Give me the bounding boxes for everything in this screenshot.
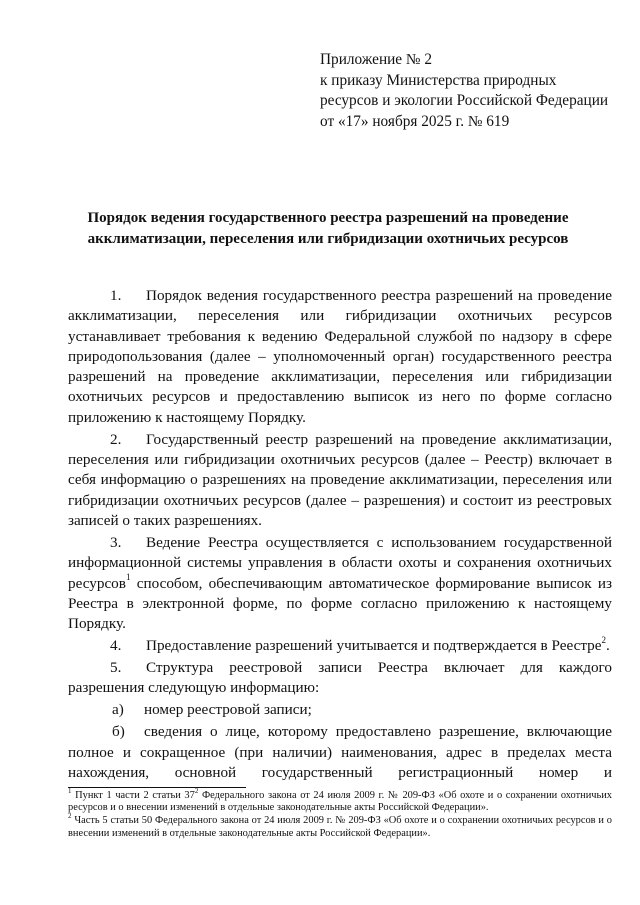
footnote-1 xyxy=(68,786,612,814)
title-line: акклиматизации, переселения или гибридизации охотничьих ресурсов xyxy=(87,231,569,247)
footnote-marker: 2 xyxy=(601,635,606,646)
title-line: Порядок ведения государственного реестра разрешений на проведение xyxy=(87,210,569,226)
paragraph-number: 5. xyxy=(110,659,122,677)
paragraph-1 xyxy=(68,286,612,428)
paragraph-2 xyxy=(68,430,612,531)
appendix-line: ресурсов и экологии Российской Федерации xyxy=(320,92,609,109)
document-title xyxy=(60,208,596,250)
paragraph-number: 1. xyxy=(110,287,122,304)
paragraph-text: Государственный реестр разрешений на проведение акклиматизации, переселения или гибридизации охотничьих ресурсов (далее – Реестр) включает в себя информацию о разрешениях на проведение акклиматизации, переселения или гибридизации охотничьих ресурсов (далее – разрешения) и состоит из реестровых записей о таких разрешениях. xyxy=(68,430,612,529)
appendix-date: от «17» ноября 2025 г. № 619 xyxy=(320,112,510,130)
paragraph-4 xyxy=(68,636,612,656)
footnote-text: Пункт 1 части 2 статьи 37 xyxy=(71,790,195,801)
paragraph-3 xyxy=(68,533,612,634)
document-body xyxy=(68,286,612,785)
footnote-text: Федерального закона от 24 июля 2009 г. № 209-ФЗ «Об охоте и о сохранении охотничьих ресурсов и о внесении изменений в отдельные законодательные акты Российской Федерации». xyxy=(68,790,612,814)
subitem-label: б) xyxy=(112,723,125,741)
subitem-label: а) xyxy=(112,701,124,719)
subitem-text: номер реестровой записи; xyxy=(144,701,312,719)
footnote-2 xyxy=(68,811,612,839)
paragraph-number: 2. xyxy=(110,430,122,448)
footnote-divider xyxy=(68,787,246,788)
footnote-number: 1 xyxy=(68,786,72,795)
appendix-line: к приказу Министерства природных xyxy=(320,71,557,89)
paragraph-5 xyxy=(68,658,612,699)
subitem-b xyxy=(68,722,612,783)
subitem-text: сведения о лице, которому предоставлено разрешение, включающие полное и сокращенное (при наличии) наименования, адрес в пределах места нахождения, основной государственный регистрационный номер и xyxy=(68,723,612,781)
appendix-number: Приложение № 2 xyxy=(320,51,432,68)
footnote-marker: 1 xyxy=(125,572,131,583)
footnote-text: Часть 5 статьи 50 Федерального закона от 24 июля 2009 г. № 209-ФЗ «Об охоте и о сохранении охотничьих ресурсов и о внесении изменений в отдельные законодательные акты Российской Федерации». xyxy=(68,815,612,839)
paragraph-text: Порядок ведения государственного реестра разрешений на проведение акклиматизации, переселения или гибридизации охотничьих ресурсов устанавливает требования к ведению Федеральной службой по надзору в сфере природопользования (далее – уполномоченный орган) государственного реестра разрешений на проведение акклиматизации, переселения или гибридизации охотничьих ресурсов и предоставлению выписок из него по форме согласно приложению к настоящему Порядку. xyxy=(68,287,612,426)
paragraph-text: способом, обеспечивающим автоматическое формирование выписок из Реестра в электронной форме, по форме согласно приложению к настоящему Порядку. xyxy=(68,574,612,633)
subitem-a xyxy=(68,700,612,720)
appendix-header xyxy=(320,50,608,132)
paragraph-end: . xyxy=(605,637,610,655)
article-superscript: 2 xyxy=(194,786,199,795)
paragraph-number: 4. xyxy=(110,637,122,655)
paragraph-number: 3. xyxy=(110,533,122,551)
paragraph-text: Предоставление разрешений учитывается и подтверждается в Реестре xyxy=(146,637,602,655)
footnotes xyxy=(68,786,612,841)
footnote-number: 2 xyxy=(68,811,72,820)
paragraph-text: Структура реестровой записи Реестра включает для каждого разрешения следующую информацию: xyxy=(68,659,612,697)
paragraph-text: Ведение Реестра осуществляется с использованием государственной информационной системы управления в области охоты и сохранения охотничьих ресурсов xyxy=(68,533,612,592)
